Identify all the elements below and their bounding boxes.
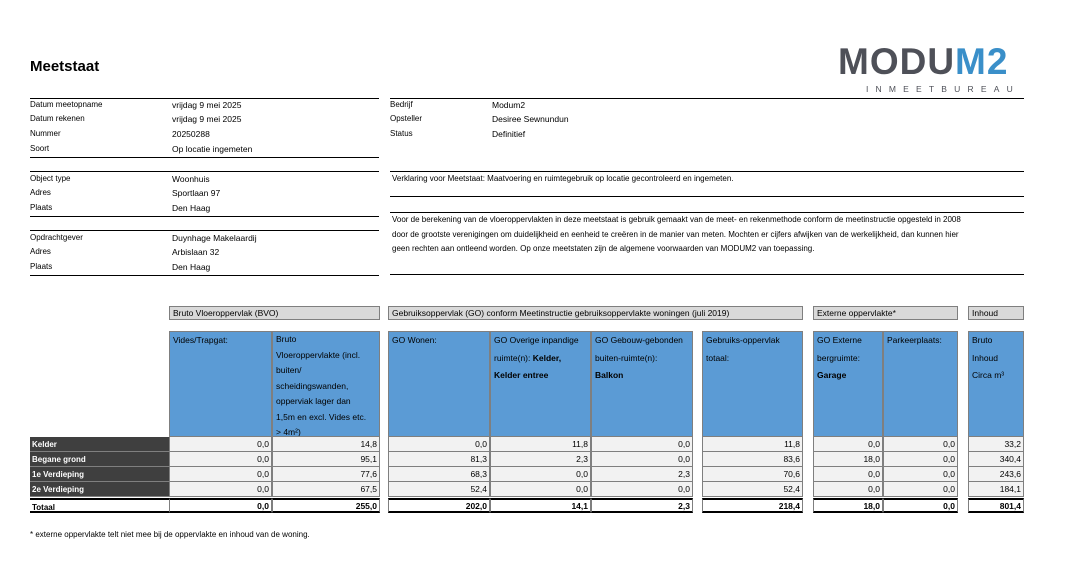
col-header-gebruiks — [702, 331, 803, 437]
label: Datum meetopname — [30, 100, 103, 109]
berekening-line: Voor de berekening van de vloeroppervlakten in deze meetstaat is gebruik gemaakt van de meet- en rekenmethode conform de meetinstructie opgesteld in 2008 — [392, 215, 961, 224]
meta-row-status — [390, 127, 690, 141]
table-cell-vides: 0,0 — [169, 452, 272, 467]
label: Object type — [30, 174, 71, 183]
header-text: Bruto — [972, 335, 993, 345]
header-text-bold: Balkon — [595, 370, 624, 380]
label: Plaats — [30, 203, 53, 212]
label: Bedrijf — [390, 100, 413, 109]
col-header-vides — [169, 331, 272, 437]
group-header-inhoud: Inhoud — [968, 306, 1024, 320]
label: Plaats — [30, 262, 53, 271]
table-cell-bruto: 77,6 — [272, 467, 380, 482]
header-text: Parkeerplaats: — [887, 335, 942, 345]
value: vrijdag 9 mei 2025 — [172, 114, 242, 124]
object-row-adres — [30, 186, 379, 200]
divider — [30, 157, 379, 158]
header-text-bold: Kelder, — [532, 352, 562, 363]
value: vrijdag 9 mei 2025 — [172, 100, 242, 110]
table-cell-go-overige: 0,0 — [490, 482, 591, 497]
table-cell-parkeer: 0,0 — [883, 452, 958, 467]
total-cell-bruto: 255,0 — [272, 498, 380, 513]
table-cell-gebruiks: 11,8 — [702, 437, 803, 452]
table-cell-go-gebouw: 0,0 — [591, 482, 693, 497]
table-cell-vides: 0,0 — [169, 467, 272, 482]
header-text: Inhoud — [972, 352, 998, 363]
meta-row-soort — [30, 142, 379, 156]
logo-subtitle: INMEETBUREAU — [866, 84, 1020, 94]
table-cell-go-extern: 0,0 — [813, 437, 883, 452]
divider — [390, 196, 1024, 197]
header-text: GO Gebouw-gebonden — [595, 335, 683, 345]
header-text: GO Wonen: — [392, 335, 437, 345]
total-cell-go-extern: 18,0 — [813, 498, 883, 513]
table-cell-gebruiks: 70,6 — [702, 467, 803, 482]
value: Den Haag — [172, 262, 211, 272]
header-text: Bruto — [276, 334, 297, 344]
value: Woonhuis — [172, 174, 210, 184]
header-text: GO Overige inpandige — [494, 335, 579, 345]
header-text: Vides/Trapgat: — [173, 335, 228, 345]
col-header-go-extern — [813, 331, 883, 437]
label: Opsteller — [390, 114, 423, 123]
opdrachtgever-row-plaats — [30, 260, 379, 274]
total-cell-go-wonen: 202,0 — [388, 498, 490, 513]
table-cell-go-extern: 18,0 — [813, 452, 883, 467]
table-cell-parkeer: 0,0 — [883, 437, 958, 452]
table-cell-go-overige: 11,8 — [490, 437, 591, 452]
table-cell-go-wonen: 81,3 — [388, 452, 490, 467]
table-cell-go-wonen: 52,4 — [388, 482, 490, 497]
berekening-line: door de grootste verenigingen om duidelijkheid en eenheid te creëren in de manier van meten. Mochten er cijfers afwijken van de werkelijkheid, dan kunnen hier — [392, 229, 959, 239]
table-cell-go-extern: 0,0 — [813, 482, 883, 497]
header-text: buiten-ruimte(n): — [595, 352, 658, 363]
table-cell-go-gebouw: 0,0 — [591, 437, 693, 452]
table-cell-parkeer: 0,0 — [883, 467, 958, 482]
value: 20250288 — [172, 129, 210, 139]
table-cell-vides: 0,0 — [169, 437, 272, 452]
total-cell-go-gebouw: 2,3 — [591, 498, 693, 513]
divider — [30, 275, 379, 276]
label: Adres — [30, 188, 51, 197]
table-cell-parkeer: 0,0 — [883, 482, 958, 497]
divider — [390, 274, 1024, 275]
table-cell-go-gebouw: 0,0 — [591, 452, 693, 467]
col-header-go-gebouw — [591, 331, 693, 437]
header-text: buiten/ — [276, 365, 302, 375]
meta-row-bedrijf — [390, 98, 690, 112]
total-cell-inhoud: 801,4 — [968, 498, 1024, 513]
object-row-plaats — [30, 201, 379, 215]
value: Duynhage Makelaardij — [172, 233, 257, 243]
total-cell-go-overige: 14,1 — [490, 498, 591, 513]
divider — [30, 216, 379, 217]
group-header-extern: Externe oppervlakte* — [813, 306, 958, 320]
value: Desiree Sewnundun — [492, 114, 569, 124]
opdrachtgever-row-naam — [30, 231, 379, 245]
table-cell-inhoud: 340,4 — [968, 452, 1024, 467]
row-label: Begane grond — [30, 452, 169, 467]
meta-row-nummer — [30, 127, 379, 141]
group-header-bvo: Bruto Vloeroppervlak (BVO) — [169, 306, 380, 320]
table-cell-inhoud: 243,6 — [968, 467, 1024, 482]
total-cell-gebruiks: 218,4 — [702, 498, 803, 513]
table-cell-bruto: 67,5 — [272, 482, 380, 497]
header-text: scheidingswanden, — [276, 380, 349, 391]
value: Arbislaan 32 — [172, 247, 220, 257]
table-cell-inhoud: 184,1 — [968, 482, 1024, 497]
col-header-go-overige — [490, 331, 591, 437]
table-cell-bruto: 95,1 — [272, 452, 380, 467]
header-text: Circa m³ — [972, 370, 1005, 380]
table-cell-go-wonen: 68,3 — [388, 467, 490, 482]
col-header-parkeer — [883, 331, 958, 437]
table-cell-vides: 0,0 — [169, 482, 272, 497]
table-cell-go-overige: 2,3 — [490, 452, 591, 467]
table-cell-go-extern: 0,0 — [813, 467, 883, 482]
label: Datum rekenen — [30, 114, 85, 123]
header-text: ruimte(n): — [494, 352, 533, 363]
opdrachtgever-row-adres — [30, 245, 379, 259]
row-label: 2e Verdieping — [30, 482, 169, 497]
header-text-bold: Kelder entree — [494, 370, 549, 380]
berekening-text — [392, 213, 1026, 257]
meta-row-opsteller — [390, 112, 690, 126]
header-text: GO Externe — [817, 335, 862, 345]
header-text: > 4m²) — [276, 427, 301, 437]
value: Den Haag — [172, 203, 211, 213]
table-cell-go-wonen: 0,0 — [388, 437, 490, 452]
total-cell-vides: 0,0 — [169, 498, 272, 513]
table-cell-gebruiks: 83,6 — [702, 452, 803, 467]
berekening-line: geen rechten aan ontleend worden. Op onze meetstaten zijn de algemene voorwaarden van MODUM2 van toepassing. — [392, 244, 815, 253]
logo-text-blue: M2 — [955, 41, 1009, 82]
value: Definitief — [492, 129, 526, 139]
table-cell-bruto: 14,8 — [272, 437, 380, 452]
label: Status — [390, 129, 413, 138]
group-header-go: Gebruiksoppervlak (GO) conform Meetinstructie gebruiksoppervlakte woningen (juli 2019) — [388, 306, 803, 320]
label: Nummer — [30, 129, 61, 138]
row-label: Kelder — [30, 437, 169, 452]
table-cell-inhoud: 33,2 — [968, 437, 1024, 452]
table-cell-go-overige: 0,0 — [490, 467, 591, 482]
header-text: totaal: — [706, 352, 730, 363]
meta-row-datum-meetopname — [30, 98, 379, 112]
total-cell-parkeer: 0,0 — [883, 498, 958, 513]
verklaring-text: Verklaring voor Meetstaat: Maatvoering en ruimtegebruik op locatie gecontroleerd en ingemeten. — [392, 174, 734, 183]
modum2-logo — [838, 42, 1028, 96]
value: Modum2 — [492, 100, 526, 110]
label: Adres — [30, 247, 51, 256]
header-text-bold: Garage — [817, 370, 847, 380]
col-header-inhoud — [968, 331, 1024, 437]
logo-text-gray: MODU — [838, 41, 956, 82]
label: Opdrachtgever — [30, 233, 83, 242]
table-cell-gebruiks: 52,4 — [702, 482, 803, 497]
table-cell-go-gebouw: 2,3 — [591, 467, 693, 482]
page-title: Meetstaat — [30, 58, 100, 75]
label: Soort — [30, 144, 50, 153]
meta-row-datum-rekenen — [30, 112, 379, 126]
value: Op locatie ingemeten — [172, 144, 253, 154]
object-row-type — [30, 172, 379, 186]
header-text: bergruimte: — [817, 352, 860, 363]
header-text: 1,5m en excl. Vides etc. — [276, 411, 367, 422]
total-row-label: Totaal — [30, 498, 169, 513]
header-text: Vloeroppervlakte (incl. — [276, 349, 361, 360]
value: Sportlaan 97 — [172, 188, 221, 198]
col-header-go-wonen — [388, 331, 490, 437]
col-header-bruto — [272, 331, 380, 437]
header-text: Gebruiks-oppervlak — [706, 335, 780, 345]
footnote: * externe oppervlakte telt niet mee bij de oppervlakte en inhoud van de woning. — [30, 530, 310, 539]
row-label: 1e Verdieping — [30, 467, 169, 482]
header-text: opperviak lager dan — [276, 396, 351, 406]
